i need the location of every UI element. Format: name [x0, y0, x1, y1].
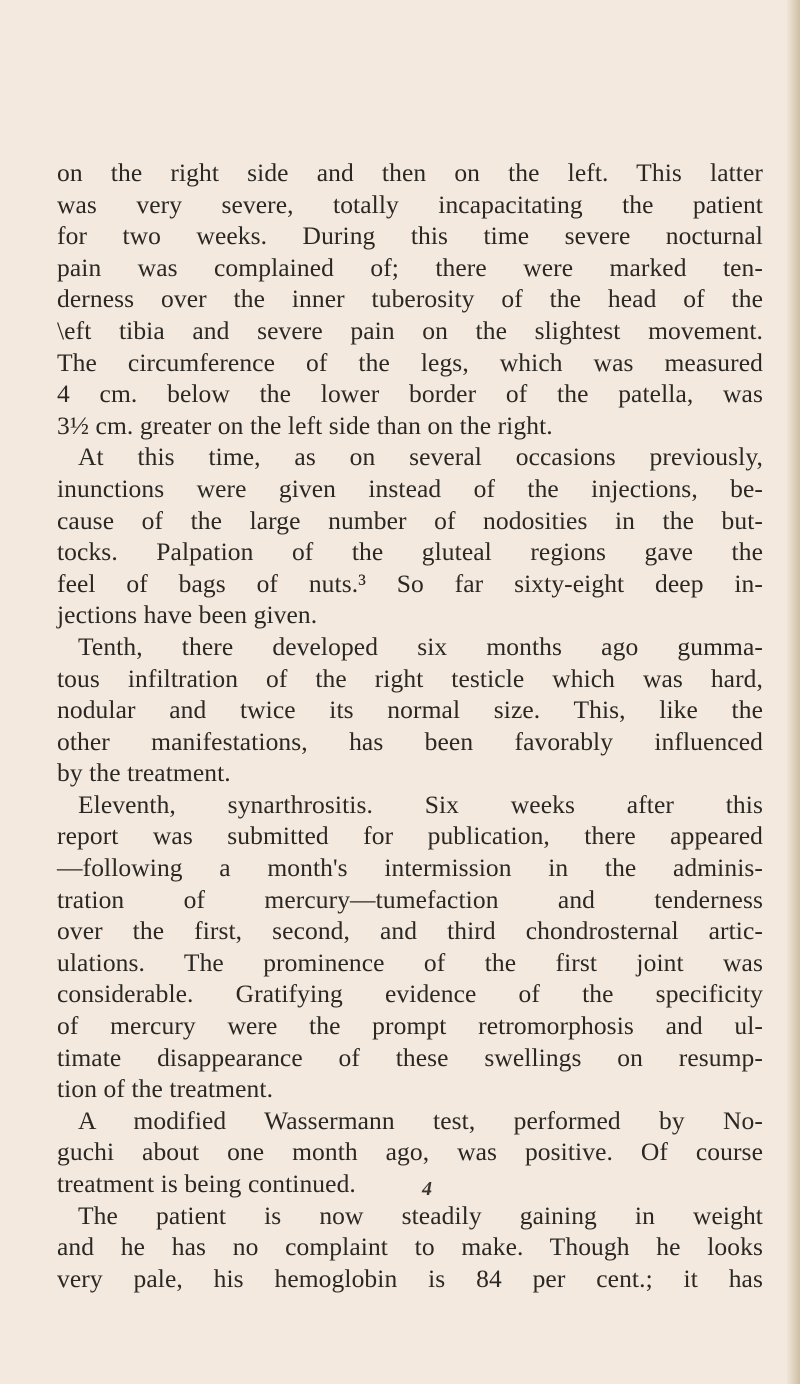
text-line: tration of mercury—tumefaction and tenderness — [57, 884, 763, 914]
text-line: considerable. Gratifying evidence of the specificity — [57, 979, 763, 1009]
paragraph-start-line: At this time, as on several occasions previously, — [78, 442, 763, 472]
text-line: 3½ cm. greater on the left side than on the right. — [57, 410, 553, 440]
text-line: very pale, his hemoglobin is 84 per cent.; it has — [57, 1263, 763, 1293]
text-line: nodular and twice its normal size. This, like the — [57, 695, 763, 725]
text-line: cause of the large number of nodosities in the but- — [57, 505, 763, 535]
text-line: feel of bags of nuts.³ So far sixty-eight deep in- — [57, 568, 763, 598]
text-line: derness over the inner tuberosity of the head of the — [57, 284, 763, 314]
text-line: jections have been given. — [57, 600, 318, 630]
text-line: 4 cm. below the lower border of the patella, was — [57, 379, 763, 409]
text-line: was very severe, totally incapacitating the patient — [57, 189, 763, 219]
text-line: guchi about one month ago, was positive. Of course — [57, 1137, 763, 1167]
text-line: treatment is being continued. — [57, 1169, 356, 1198]
text-line: tion of the treatment. — [57, 1074, 274, 1104]
text-line: and he has no complaint to make. Though he looks — [57, 1232, 763, 1262]
paragraph-start-line: Eleventh, synarthrositis. Six weeks after this — [78, 789, 763, 819]
paragraph-start-line: The patient is now steadily gaining in weight — [78, 1200, 763, 1230]
text-line: The circumference of the legs, which was measured — [57, 347, 763, 377]
text-line: inunctions were given instead of the injections, be- — [57, 473, 763, 503]
text-line: for two weeks. During this time severe nocturnal — [57, 221, 763, 251]
text-line: tocks. Palpation of the gluteal regions gave the — [57, 537, 763, 567]
text-line: other manifestations, has been favorably influenced — [57, 726, 763, 756]
paragraph-start-line: Tenth, there developed six months ago gumma- — [78, 631, 763, 661]
text-line: —following a month's intermission in the adminis- — [57, 853, 763, 883]
text-line: over the first, second, and third chondrosternal artic- — [57, 916, 763, 946]
text-line: of mercury were the prompt retromorphosis and ul- — [57, 1011, 763, 1041]
body-text — [57, 157, 763, 1294]
text-line: pain was complained of; there were marked ten- — [57, 252, 763, 282]
text-line: ulations. The prominence of the first joint was — [57, 947, 763, 977]
page-edge-shadow — [786, 0, 800, 1384]
text-line: on the right side and then on the left. This latter — [57, 158, 763, 187]
text-line: tous infiltration of the right testicle which was hard, — [57, 663, 763, 693]
text-line: by the treatment. — [57, 758, 231, 788]
paragraph-start-line: A modified Wassermann test, performed by No- — [78, 1105, 763, 1135]
text-line: \eft tibia and severe pain on the slightest movement. — [57, 315, 763, 345]
page-number: 4 — [422, 1178, 432, 1200]
text-line: timate disappearance of these swellings on resump- — [57, 1042, 763, 1072]
text-line: report was submitted for publication, there appeared — [57, 821, 763, 851]
